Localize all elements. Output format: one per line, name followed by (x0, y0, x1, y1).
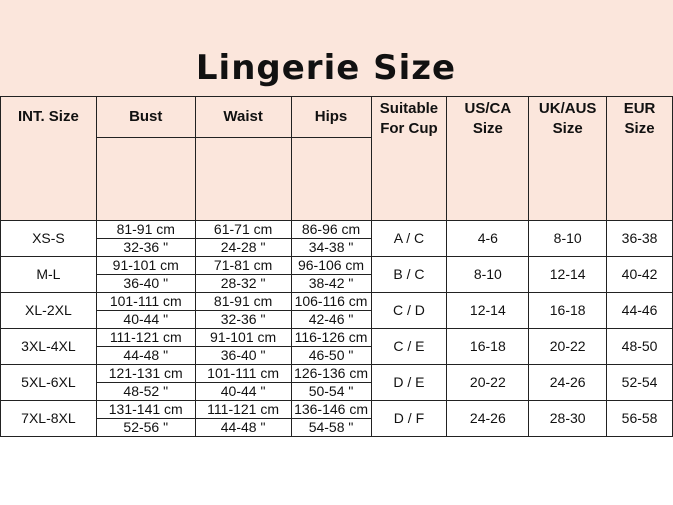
waist-in-cell: 44-48 " (195, 419, 291, 437)
bust-cm-cell: 121-131 cm (96, 365, 195, 383)
bust-image-cell (96, 138, 195, 221)
header-row (1, 97, 673, 138)
table-row (1, 221, 673, 239)
header-cup-line2: For Cup (380, 120, 438, 137)
waist-cm-cell: 71-81 cm (195, 257, 291, 275)
bust-cm-cell: 91-101 cm (96, 257, 195, 275)
bust-in-cell: 52-56 " (96, 419, 195, 437)
table-row (1, 293, 673, 311)
us-size-cell: 12-14 (447, 293, 529, 329)
hips-in-cell: 38-42 " (291, 275, 371, 293)
header-bust: Bust (96, 97, 195, 138)
header-uk-line2: Size (552, 120, 583, 137)
bust-in-cell: 40-44 " (96, 311, 195, 329)
hips-cm-cell: 106-116 cm (291, 293, 371, 311)
hips-image-cell (291, 138, 371, 221)
table-row (1, 329, 673, 347)
bust-cm-cell: 101-111 cm (96, 293, 195, 311)
uk-size-cell: 20-22 (529, 329, 607, 365)
waist-cm-cell: 101-111 cm (195, 365, 291, 383)
waist-in-cell: 24-28 " (195, 239, 291, 257)
hips-cm-cell: 96-106 cm (291, 257, 371, 275)
int-size-cell: XL-2XL (1, 293, 97, 329)
header-eur-line1: EUR (623, 100, 656, 117)
bust-cm-cell: 131-141 cm (96, 401, 195, 419)
hips-in-cell: 54-58 " (291, 419, 371, 437)
header-waist: Waist (195, 97, 291, 138)
header-cup (371, 97, 447, 221)
uk-size-cell: 28-30 (529, 401, 607, 437)
header-uk-line1: UK/AUS (538, 100, 597, 117)
header-hips: Hips (291, 97, 371, 138)
hips-in-cell: 42-46 " (291, 311, 371, 329)
us-size-cell: 4-6 (447, 221, 529, 257)
eur-size-cell: 52-54 (607, 365, 673, 401)
int-size-cell: 3XL-4XL (1, 329, 97, 365)
cup-cell: B / C (371, 257, 447, 293)
us-size-cell: 8-10 (447, 257, 529, 293)
eur-size-cell: 56-58 (607, 401, 673, 437)
eur-size-cell: 48-50 (607, 329, 673, 365)
int-size-cell: 7XL-8XL (1, 401, 97, 437)
bust-in-cell: 48-52 " (96, 383, 195, 401)
size-chart-table (0, 96, 673, 437)
hips-cm-cell: 126-136 cm (291, 365, 371, 383)
hips-in-cell: 50-54 " (291, 383, 371, 401)
hips-cm-cell: 116-126 cm (291, 329, 371, 347)
waist-in-cell: 40-44 " (195, 383, 291, 401)
bust-in-cell: 36-40 " (96, 275, 195, 293)
waist-in-cell: 32-36 " (195, 311, 291, 329)
uk-size-cell: 8-10 (529, 221, 607, 257)
header-us-line2: Size (472, 120, 503, 137)
table-row (1, 401, 673, 419)
hips-in-cell: 46-50 " (291, 347, 371, 365)
bust-in-cell: 32-36 " (96, 239, 195, 257)
bust-in-cell: 44-48 " (96, 347, 195, 365)
header-eur-size (607, 97, 673, 221)
waist-image-cell (195, 138, 291, 221)
int-size-cell: XS-S (1, 221, 97, 257)
header-us-size (447, 97, 529, 221)
page-title: Lingerie Size (195, 48, 457, 88)
cup-cell: C / E (371, 329, 447, 365)
table-row (1, 365, 673, 383)
eur-size-cell: 40-42 (607, 257, 673, 293)
header-us-line1: US/CA (464, 100, 512, 117)
us-size-cell: 24-26 (447, 401, 529, 437)
waist-cm-cell: 91-101 cm (195, 329, 291, 347)
table-row (1, 257, 673, 275)
eur-size-cell: 36-38 (607, 221, 673, 257)
bust-cm-cell: 111-121 cm (96, 329, 195, 347)
cup-cell: C / D (371, 293, 447, 329)
bust-cm-cell: 81-91 cm (96, 221, 195, 239)
header-uk-size (529, 97, 607, 221)
uk-size-cell: 12-14 (529, 257, 607, 293)
us-size-cell: 16-18 (447, 329, 529, 365)
header-cup-line1: Suitable (379, 100, 439, 117)
cup-cell: A / C (371, 221, 447, 257)
waist-in-cell: 36-40 " (195, 347, 291, 365)
hips-cm-cell: 136-146 cm (291, 401, 371, 419)
cup-cell: D / F (371, 401, 447, 437)
header-eur-line2: Size (624, 120, 655, 137)
int-size-cell: M-L (1, 257, 97, 293)
waist-cm-cell: 61-71 cm (195, 221, 291, 239)
waist-cm-cell: 111-121 cm (195, 401, 291, 419)
int-size-cell: 5XL-6XL (1, 365, 97, 401)
cup-cell: D / E (371, 365, 447, 401)
uk-size-cell: 24-26 (529, 365, 607, 401)
uk-size-cell: 16-18 (529, 293, 607, 329)
waist-in-cell: 28-32 " (195, 275, 291, 293)
waist-cm-cell: 81-91 cm (195, 293, 291, 311)
header-int-size: INT. Size (1, 97, 97, 221)
us-size-cell: 20-22 (447, 365, 529, 401)
eur-size-cell: 44-46 (607, 293, 673, 329)
hips-cm-cell: 86-96 cm (291, 221, 371, 239)
hips-in-cell: 34-38 " (291, 239, 371, 257)
